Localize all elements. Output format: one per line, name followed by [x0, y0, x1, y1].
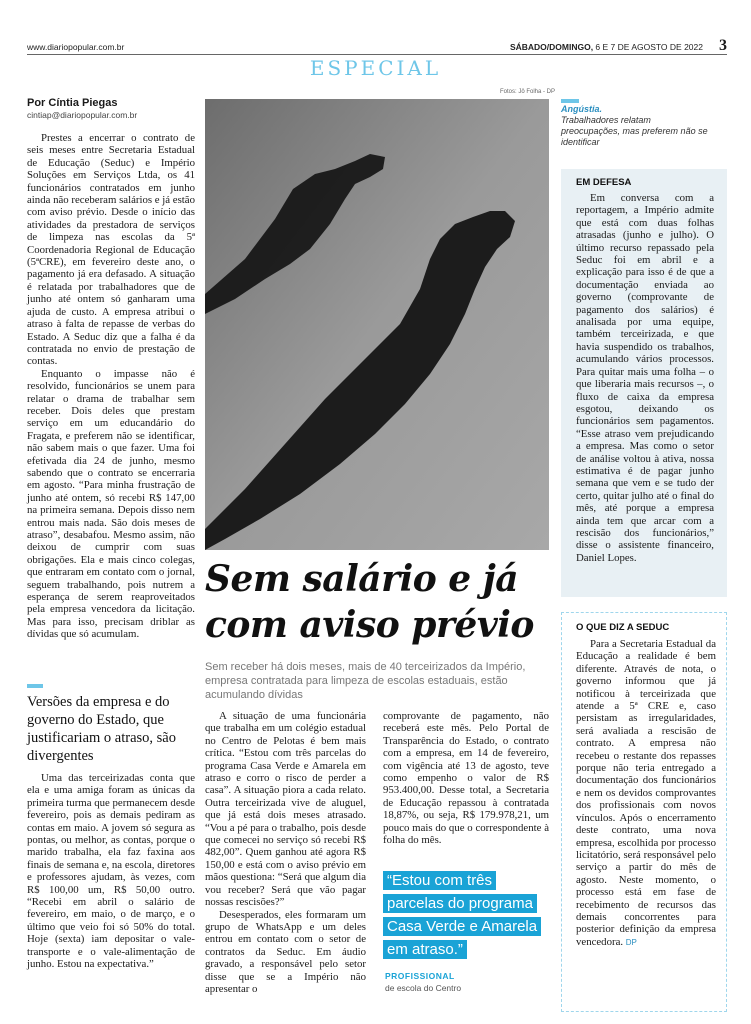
page-number: 3 — [719, 37, 727, 54]
caption-title: Angústia. — [561, 104, 603, 114]
box-paragraph: Em conversa com a reportagem, a Império admite que está com duas folhas atrasadas (junho e julho). O último recurso repassado pela Seduc foi em abril e a explicação para isso é de que a documentação enviada ao governo (comprovante de pagamento dos salários) é analisada por uma equipe, também terceirizada, e que havia suspendido os trabalhos, acumulando vários processos. Para quitar mais uma folha – o que liberaria mais recursos –, o fluxo de caixa da empresa esgotou, deixando os funcionários sem pagamentos. “Esse atraso vem prejudicando a empresa. Mas como o setor de análise voltou à ativa, nossa estimativa é de pagar junho semana que vem e se tudo der certo, quitar julho até o final do mês, até porque a empresa ainda tem que arcar com a rescisão dos funcionários,” disse o assistente financeiro, Daniel Lopes. — [576, 192, 714, 564]
subhead-accent — [27, 684, 43, 688]
photo-credit: Fotos: Jô Folha - DP — [500, 89, 556, 95]
shadow-photo-graphic — [205, 99, 549, 550]
pull-quote-author: PROFISSIONAL — [385, 971, 455, 981]
article-paragraph: comprovante de pagamento, não receberá este mês. Pelo Portal de Transparência do Estado, o contrato com a empresa, em 14 de fevereiro, com vigência até 13 de agosto, teve como empenho o valor de R$ 953.400,00. Desse total, a Secretaria de Educação repassou à contratada 18,87%, ou seja, R$ 179.978,21, um pouco mais do que o correspondente à folha do mês. — [383, 710, 549, 847]
pull-quote-role: de escola do Centro — [385, 983, 462, 993]
header-rule — [27, 54, 727, 55]
box-title-seduc: O QUE DIZ A SEDUC — [576, 622, 670, 633]
box-paragraph — [576, 638, 716, 949]
article-paragraph: Uma das terceirizadas conta que ela e uma amiga foram as únicas da primeira turma que permanecem desde fevereiro, pois as demais pediram as contas em maio. A jovem só segura as pontas, ou melhor, as contas, porque o marido trabalha, ela faz faxina aos finais de semana e, na escola, diretores e professores ajudam, às vezes, com R$ 100,00 um, R$ 50,00 outro. “Recebi em abril o salário de fevereiro, em maio, o de março, e o último que veio foi só 50% do total. Hoje (sexta) iam depositar o vale-transporte e o vale-alimentação de junho. Estou na expectativa.” — [27, 772, 195, 971]
box-title-em-defesa: EM DEFESA — [576, 177, 632, 188]
signoff: DP — [625, 937, 637, 947]
article-paragraph: Desesperados, eles formaram um grupo de WhatsApp e um deles entrou em contato com o setor de contratos da Seduc. Em áudio gravado, a responsável pelo setor disse que se a Império não apresentar o — [205, 908, 366, 995]
pull-quote-text: “Estou com três parcelas do programa Casa Verde e Amarela em atraso.” — [383, 871, 541, 959]
box-seduc-paragraph-text: Para a Secretaria Estadual da Educação a realidade é bem diferente. Através de nota, o governo informou que já notificou à terceirizada que atende a 5ª CRE e, caso persistam as irregularidades, será avaliada a rescisão de contrato. A empresa não recebeu o restante dos repasses porque não teria entregado a documentação dos funcionários e nem os devidos comprovantes dos profissionais com novos vínculos. Após o encerramento deste contrato, uma nova empresa, escolhida por processo licitatório, será responsável pelo serviço a partir do mês de agosto. Neste momento, o processo está em fase de recebimento de recursos das demais concorrentes para posterior definição da empresa vencedora. — [576, 638, 716, 948]
byline-author: Por Cíntia Piegas — [27, 97, 118, 109]
byline-email[interactable]: cintiap@diariopopular.com.br — [27, 110, 138, 120]
caption-text: Trabalhadores relatam preocupações, mas preferem não se identificar — [561, 115, 708, 147]
site-url: www.diariopopular.com.br — [27, 42, 125, 52]
article-column-1 — [27, 132, 195, 641]
issue-date — [510, 42, 703, 52]
article-column-1b — [27, 772, 195, 971]
shadow-photo — [205, 99, 549, 550]
box-em-defesa-text — [576, 192, 714, 564]
box-seduc-text — [576, 638, 716, 949]
article-paragraph: Prestes a encerrar o contrato de seis meses entre Secretaria Estadual de Educação (Seduc) e Império Soluções em Serviços Ltda, os 41 funcionários contratados em junho ainda não receberam salários e já estão com aviso prévio. Desde o início das atividades da prestadora de serviços de limpeza nas escolas da 5ª Coordenadoria Regional de Educação (5ªCRE), em fevereiro deste ano, o pagamento já era defasado. A situação é relatada por trabalhadores que de junho até ontem só ganharam uma ajuda de custo. A empresa atribui o atraso à falta de repasse de verbas do Estado. A Seduc diz que a falha é da contratada no envio de prestação de contas. — [27, 132, 195, 368]
headline: Sem salário e já com aviso prévio — [205, 558, 534, 646]
article-column-3 — [383, 710, 549, 846]
pull-quote — [383, 869, 551, 961]
issue-date-day: SÁBADO/DOMINGO, — [509, 42, 594, 52]
caption-accent — [561, 99, 579, 103]
article-paragraph: Enquanto o impasse não é resolvido, funcionários se unem para relatar o drama de trabalhar sem receber. Dois deles que prestam serviço em um educandário do Fragata, e preferem não se identificar, não sabem mais o que fazer. Uma foi efetivada dia 24 de junho, mesmo sabendo que o contrato se encerraria em agosto. “Para minha frustração de junho até ontem, só recebi R$ 147,00 na primeira semana. Depois disso nem entrou mais nada. São dois meses de atraso”, desabafou. Mesmo assim, não deixou de cumprir com suas obrigações. Ela e mais cinco colegas, que entraram em contato com o jornal, seguem trabalhando, pois nutrem a esperança de serem reaproveitados pela empresa vencedora da licitação. Mas para isso, precisam driblar as dívidas que só acumulam. — [27, 367, 195, 641]
article-paragraph: A situação de uma funcionária que trabalha em um colégio estadual no Centro de Pelotas é bem mais crítica. “Estou com três parcelas do programa Casa Verde e Amarela em atraso e corro o risco de perder a casa”. A situação piora a cada relato. Outra terceirizada vive de aluguel, que já está dois meses atrasado. “Vou a pé para o trabalho, pois desde que comecei no serviço só recebi R$ 482,00”. Quem ganhou até agora R$ 150,00 e está com o aviso prévio em mãos questiona: “Será que algum dia vou receber? Será que vão pagar nossas rescisões?” — [205, 710, 366, 909]
issue-date-rest: 6 E 7 DE AGOSTO DE 2022 — [593, 42, 703, 52]
section-title: ESPECIAL — [309, 56, 442, 80]
subhead: Versões da empresa e do governo do Estado, que justificariam o atraso, são divergentes — [27, 694, 176, 764]
article-column-2 — [205, 710, 366, 995]
subtitle: Sem receber há dois meses, mais de 40 terceirizados da Império, empresa contratada para limpeza de escolas estaduais, estão acumulando dívidas — [205, 661, 526, 701]
